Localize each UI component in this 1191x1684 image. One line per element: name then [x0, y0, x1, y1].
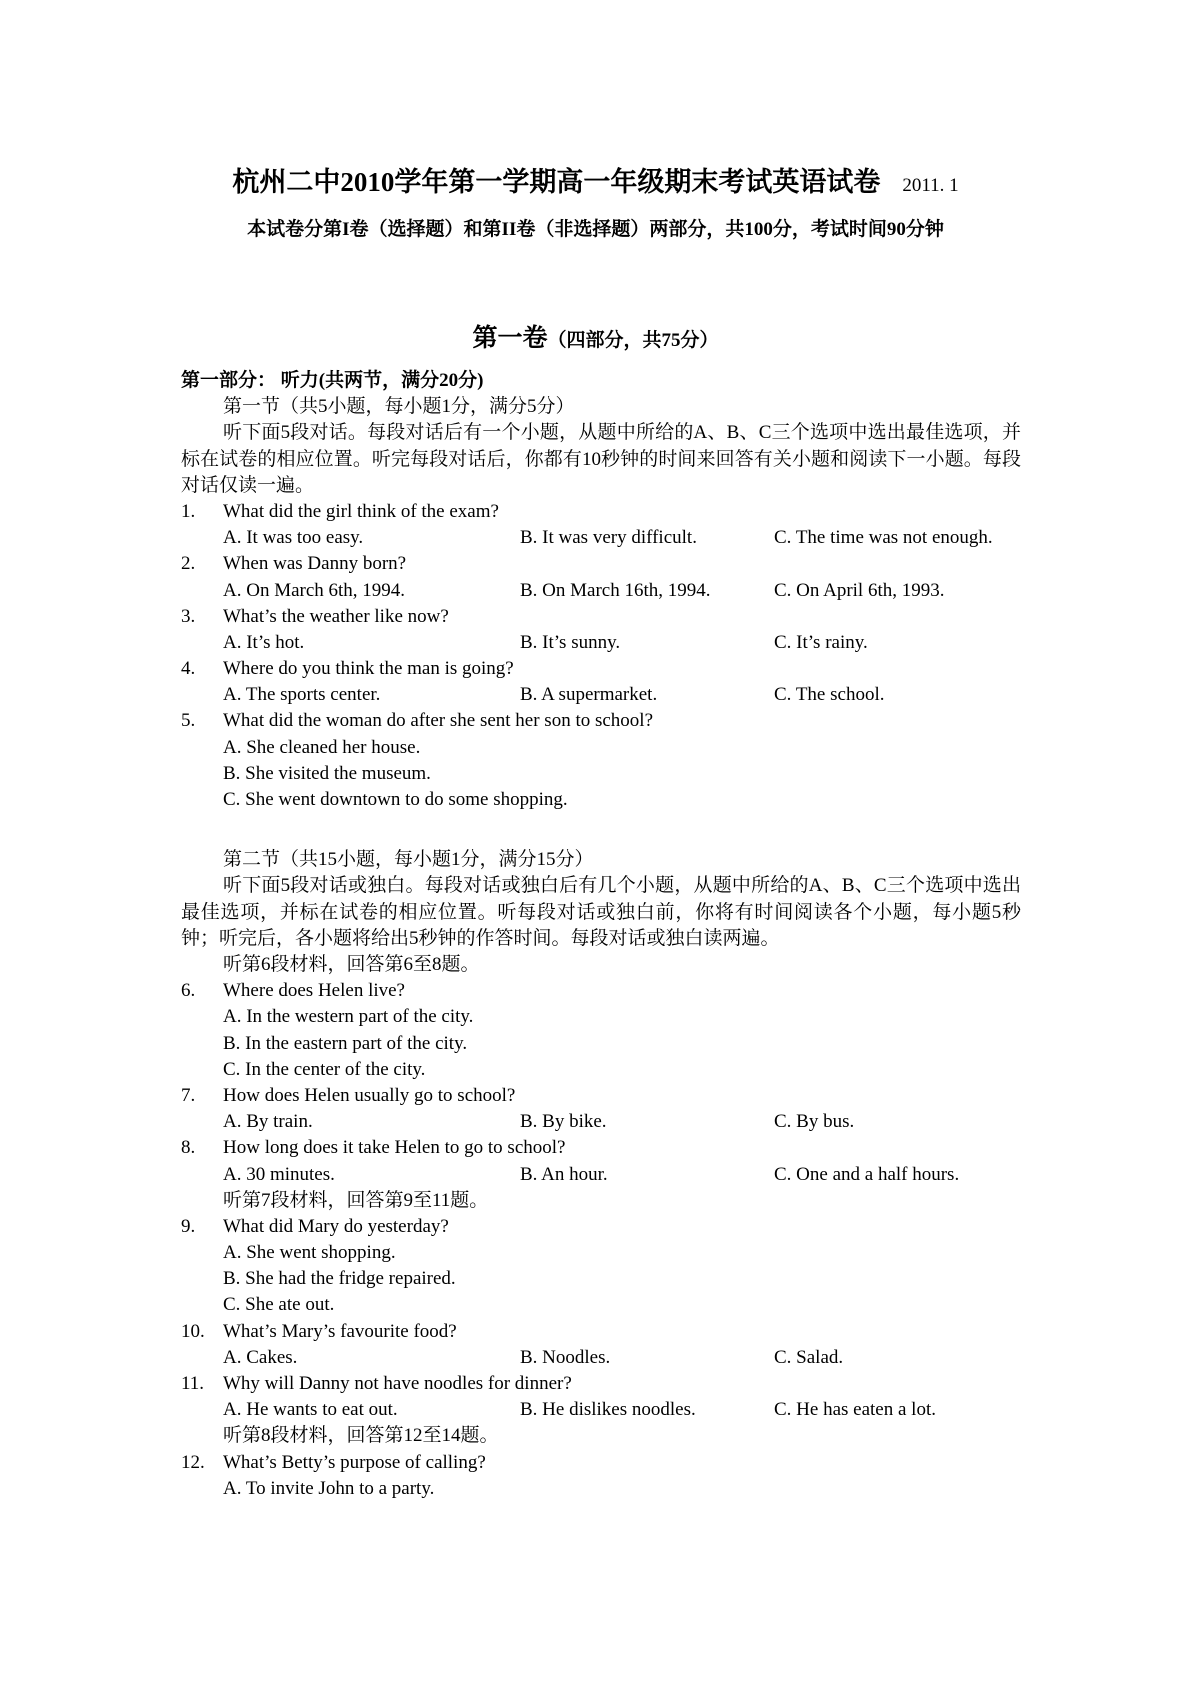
option-b: B. He dislikes noodles.	[520, 1399, 696, 1421]
option-a: A. In the western part of the city.	[223, 1006, 474, 1028]
section2-heading: 第二节（共15小题，每小题1分，满分15分）	[223, 849, 594, 871]
question-3-options	[181, 630, 1021, 656]
question-number: 12.	[181, 1451, 205, 1473]
option-a: A. She went shopping.	[223, 1242, 396, 1264]
question-6	[181, 978, 1021, 1004]
question-text: Where does Helen live?	[223, 980, 405, 1002]
exam-date: 2011. 1	[902, 175, 959, 196]
section-spacer	[181, 813, 1021, 847]
part1-heading: 第一部分： 听力(共两节，满分20分)	[181, 370, 484, 391]
question-number: 8.	[181, 1137, 196, 1159]
option-c: C. One and a half hours.	[774, 1163, 960, 1185]
option-a: A. 30 minutes.	[223, 1163, 335, 1185]
question-number: 3.	[181, 605, 196, 627]
option-a: A. Cakes.	[223, 1346, 298, 1368]
option-c: C. The time was not enough.	[774, 527, 993, 549]
question-2	[181, 551, 1021, 577]
option-c: C. She ate out.	[223, 1294, 335, 1316]
option-a: A. It was too easy.	[223, 527, 364, 549]
option-b: B. A supermarket.	[520, 684, 658, 706]
question-7	[181, 1083, 1021, 1109]
question-8-options	[181, 1162, 1021, 1188]
question-4-options	[181, 682, 1021, 708]
question-text: What did Mary do yesterday?	[223, 1215, 449, 1237]
question-number: 6.	[181, 980, 196, 1002]
option-c: C. He has eaten a lot.	[774, 1399, 936, 1421]
volume-title: 第一卷	[472, 325, 548, 352]
question-text: Why will Danny not have noodles for dinner?	[223, 1373, 572, 1395]
section1-instructions: 听下面5段对话。每段对话后有一个小题，从题中所给的A、B、C三个选项中选出最佳选项，并标在试卷的相应位置。听完每段对话后，你都有10秒钟的时间来回答有关小题和阅读下一小题。每段对话仅读一遍。	[181, 422, 1021, 496]
question-12	[181, 1450, 1021, 1476]
question-10-options	[181, 1345, 1021, 1371]
option-b: B. It’s sunny.	[520, 631, 621, 653]
question-number: 11.	[181, 1373, 205, 1395]
question-3	[181, 604, 1021, 630]
option-b: B. She had the fridge repaired.	[223, 1268, 456, 1290]
question-8	[181, 1135, 1021, 1161]
option-c: C. By bus.	[774, 1111, 855, 1133]
question-7-options	[181, 1109, 1021, 1135]
option-c: C. It’s rainy.	[774, 631, 868, 653]
option-c: C. In the center of the city.	[223, 1058, 426, 1080]
question-text: What’s Mary’s favourite food?	[223, 1320, 457, 1342]
exam-content	[181, 368, 1021, 1502]
question-9	[181, 1214, 1021, 1240]
question-number: 9.	[181, 1215, 196, 1237]
option-c: C. On April 6th, 1993.	[774, 579, 945, 601]
section2-instructions: 听下面5段对话或独白。每段对话或独白后有几个小题，从题中所给的A、B、C三个选项中选出最佳选项，并标在试卷的相应位置。听每段对话或独白前，你将有时间阅读各个小题，每小题5秒钟；听完后，各小题将给出5秒钟的作答时间。每段对话或独白读两遍。	[181, 875, 1021, 949]
option-c: C. Salad.	[774, 1346, 844, 1368]
material-7-instruction: 听第7段材料，回答第9至11题。	[223, 1189, 489, 1211]
option-c: C. The school.	[774, 684, 885, 706]
question-text: What’s the weather like now?	[223, 605, 449, 627]
question-text: What did the woman do after she sent her son to school?	[223, 710, 654, 732]
question-4	[181, 656, 1021, 682]
option-b: B. By bike.	[520, 1111, 607, 1133]
option-b: B. On March 16th, 1994.	[520, 579, 711, 601]
question-5	[181, 708, 1021, 734]
material-8-instruction: 听第8段材料，回答第12至14题。	[223, 1425, 499, 1447]
section1-heading: 第一节（共5小题，每小题1分，满分5分）	[223, 396, 575, 418]
material-6-instruction: 听第6段材料，回答第6至8题。	[223, 954, 480, 976]
exam-title	[0, 160, 1191, 199]
question-2-options	[181, 578, 1021, 604]
question-number: 4.	[181, 658, 196, 680]
question-10	[181, 1319, 1021, 1345]
option-b: B. She visited the museum.	[223, 762, 431, 784]
question-number: 5.	[181, 710, 196, 732]
question-text: What did the girl think of the exam?	[223, 500, 499, 522]
question-1	[181, 499, 1021, 525]
option-a: A. To invite John to a party.	[223, 1477, 435, 1499]
option-b: B. It was very difficult.	[520, 527, 697, 549]
exam-title-text: 杭州二中2010学年第一学期高一年级期末考试英语试卷	[232, 167, 881, 197]
question-number: 7.	[181, 1084, 196, 1106]
question-text: How long does it take Helen to go to school?	[223, 1137, 566, 1159]
question-text: Where do you think the man is going?	[223, 658, 514, 680]
option-a: A. By train.	[223, 1111, 313, 1133]
volume-heading	[0, 318, 1191, 354]
option-b: B. In the eastern part of the city.	[223, 1032, 468, 1054]
exam-subtitle: 本试卷分第I卷（选择题）和第II卷（非选择题）两部分，共100分，考试时间90分钟	[247, 219, 944, 240]
question-text: When was Danny born?	[223, 553, 407, 575]
option-c: C. She went downtown to do some shopping.	[223, 789, 568, 811]
question-11	[181, 1371, 1021, 1397]
option-b: B. An hour.	[520, 1163, 608, 1185]
question-number: 2.	[181, 553, 196, 575]
question-number: 10.	[181, 1320, 205, 1342]
option-a: A. It’s hot.	[223, 631, 305, 653]
question-text: What’s Betty’s purpose of calling?	[223, 1451, 486, 1473]
option-a: A. He wants to eat out.	[223, 1399, 398, 1421]
question-1-options	[181, 525, 1021, 551]
option-a: A. The sports center.	[223, 684, 381, 706]
option-a: A. She cleaned her house.	[223, 736, 421, 758]
question-text: How does Helen usually go to school?	[223, 1084, 516, 1106]
volume-note: （四部分，共75分）	[547, 330, 719, 351]
question-number: 1.	[181, 500, 196, 522]
option-b: B. Noodles.	[520, 1346, 611, 1368]
option-a: A. On March 6th, 1994.	[223, 579, 406, 601]
question-11-options	[181, 1397, 1021, 1423]
